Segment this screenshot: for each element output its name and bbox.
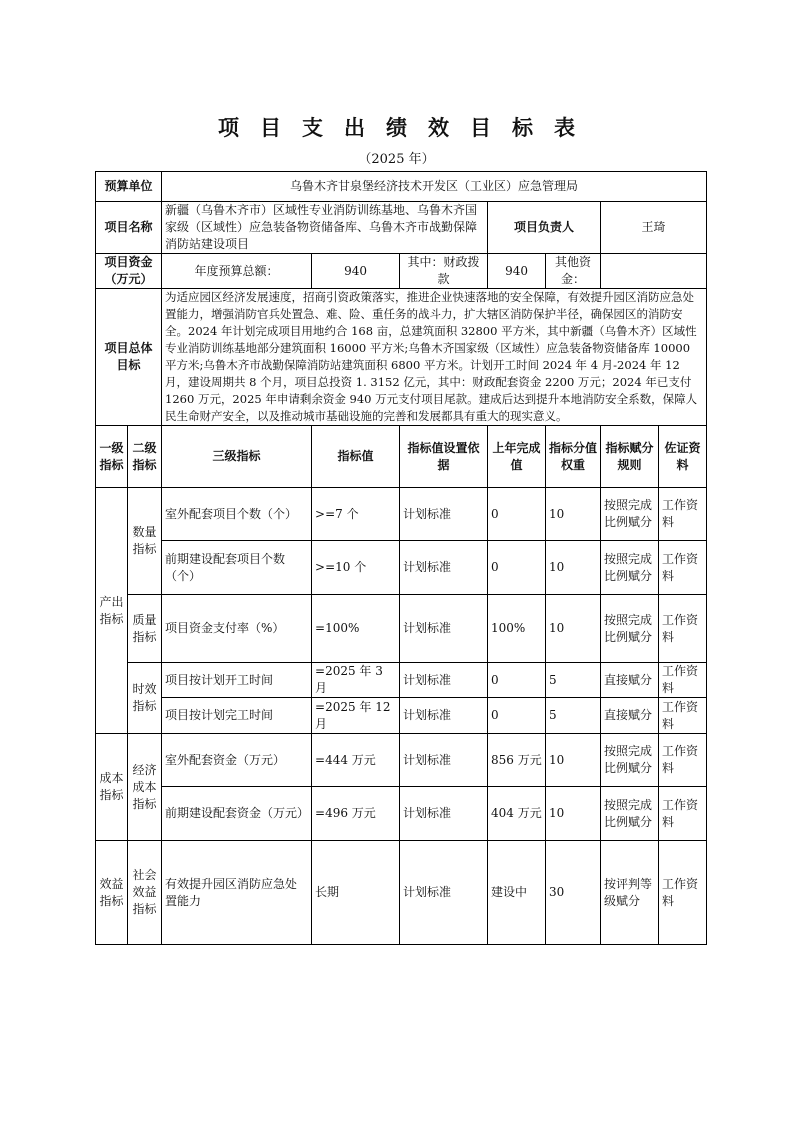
project-name-value: 新疆（乌鲁木齐市）区域性专业消防训练基地、乌鲁木齐国家级（区域性）应急装备物资储备库、乌鲁木齐市战勤保障消防站建设项目: [162, 202, 488, 254]
basis-cell: 计划标准: [400, 488, 488, 541]
project-name-row: [96, 202, 707, 254]
year-subtitle: （2025 年）: [358, 152, 435, 167]
rule-cell: 按照完成比例赋分: [601, 787, 659, 841]
last-year-cell: 0: [488, 541, 546, 595]
group-output: 产出指标: [96, 488, 128, 734]
rule-cell: 按照完成比例赋分: [601, 595, 659, 663]
evidence-cell: 工作资料: [659, 841, 707, 945]
evidence-cell: 工作资料: [659, 541, 707, 595]
evidence-cell: 工作资料: [659, 663, 707, 698]
weight-cell: 10: [546, 541, 601, 595]
value-cell: >=10 个: [312, 541, 400, 595]
basis-cell: 计划标准: [400, 663, 488, 698]
table-row: [96, 595, 707, 663]
last-year-cell: 100%: [488, 595, 546, 663]
budget-unit-row: [96, 172, 707, 202]
group-social-benefit: 社会效益指标: [128, 841, 162, 945]
weight-cell: 10: [546, 734, 601, 787]
rule-cell: 按照完成比例赋分: [601, 734, 659, 787]
table-row: [96, 787, 707, 841]
basis-cell: 计划标准: [400, 541, 488, 595]
evidence-cell: 工作资料: [659, 595, 707, 663]
table-row: [96, 488, 707, 541]
level3-cell: 项目按计划完工时间: [162, 698, 312, 734]
level3-cell: 项目资金支付率（%）: [162, 595, 312, 663]
table-row: [96, 734, 707, 787]
level3-cell: 室外配套资金（万元）: [162, 734, 312, 787]
annual-budget-value: 940: [312, 254, 400, 289]
evidence-cell: 工作资料: [659, 698, 707, 734]
performance-goal-table: [95, 171, 707, 945]
weight-cell: 10: [546, 488, 601, 541]
level3-cell: 室外配套项目个数（个）: [162, 488, 312, 541]
evidence-cell: 工作资料: [659, 488, 707, 541]
overall-goal-label: 项目总体目标: [96, 289, 162, 426]
rule-cell: 直接赋分: [601, 698, 659, 734]
col-level3-header: 三级指标: [162, 426, 312, 488]
value-cell: =496 万元: [312, 787, 400, 841]
other-funds-label: 其他资金：: [546, 254, 601, 289]
column-header-row: [96, 426, 707, 488]
last-year-cell: 建设中: [488, 841, 546, 945]
value-cell: >=7 个: [312, 488, 400, 541]
col-level1-header: 一级指标: [96, 426, 128, 488]
level3-cell: 有效提升园区消防应急处置能力: [162, 841, 312, 945]
project-funds-label: 项目资金（万元）: [96, 254, 162, 289]
weight-cell: 10: [546, 595, 601, 663]
group-cost: 成本指标: [96, 734, 128, 841]
group-quality: 质量指标: [128, 595, 162, 663]
col-value-header: 指标值: [312, 426, 400, 488]
level3-cell: 前期建设配套项目个数（个）: [162, 541, 312, 595]
group-economic-cost: 经济成本指标: [128, 734, 162, 841]
fiscal-funds-label: 其中：财政拨款: [400, 254, 488, 289]
rule-cell: 按照完成比例赋分: [601, 488, 659, 541]
weight-cell: 5: [546, 663, 601, 698]
project-leader-label: 项目负责人: [488, 202, 601, 254]
project-name-label: 项目名称: [96, 202, 162, 254]
table-row: [96, 541, 707, 595]
evidence-cell: 工作资料: [659, 734, 707, 787]
other-funds-value: [601, 254, 707, 289]
basis-cell: 计划标准: [400, 595, 488, 663]
group-quantity: 数量指标: [128, 488, 162, 595]
weight-cell: 30: [546, 841, 601, 945]
budget-unit-value: 乌鲁木齐甘泉堡经济技术开发区（工业区）应急管理局: [162, 172, 707, 202]
col-last-year-header: 上年完成值: [488, 426, 546, 488]
overall-goal-text: 为适应园区经济发展速度，招商引资政策落实，推进企业快速落地的安全保障，有效提升园区消防应急处置能力，增强消防官兵处置急、难、险、重任务的战斗力，扩大辖区消防保护半径，确保园区的消防安全。2024 年计划完成项目用地约合 168 亩，总建筑面积 32800 平方米，其中新疆（乌鲁木齐）区域性专业消防训练基地部分建筑面积 16000 平方米;乌鲁木齐国家级（区域性）应急装备物资储备库 10000 平方米;乌鲁木齐市战勤保障消防站建筑面积 6800 平方米。计划开工时间 2024 年 4 月-2024 年 12 月，建设周期共 8 个月，项目总投资 1. 3152 亿元，其中：财政配套资金 2200 万元；2024 年已支付 1260 万元，2025 年申请剩余资金 940 万元支付项目尾款。建成后达到提升本地消防安全系数，保障人民生命财产安全，以及推动城市基础设施的完善和发展都具有重大的现实意义。: [162, 289, 707, 426]
level3-cell: 项目按计划开工时间: [162, 663, 312, 698]
table-row: [96, 663, 707, 698]
basis-cell: 计划标准: [400, 698, 488, 734]
col-evidence-header: 佐证资料: [659, 426, 707, 488]
value-cell: =2025 年 12 月: [312, 698, 400, 734]
last-year-cell: 404 万元: [488, 787, 546, 841]
evidence-cell: 工作资料: [659, 787, 707, 841]
basis-cell: 计划标准: [400, 841, 488, 945]
budget-unit-label: 预算单位: [96, 172, 162, 202]
project-leader-value: 王琦: [601, 202, 707, 254]
last-year-cell: 0: [488, 698, 546, 734]
overall-goal-row: [96, 289, 707, 426]
table-row: [96, 698, 707, 734]
last-year-cell: 856 万元: [488, 734, 546, 787]
col-rule-header: 指标赋分规则: [601, 426, 659, 488]
col-basis-header: 指标值设置依据: [400, 426, 488, 488]
weight-cell: 5: [546, 698, 601, 734]
value-cell: =2025 年 3 月: [312, 663, 400, 698]
col-level2-header: 二级指标: [128, 426, 162, 488]
basis-cell: 计划标准: [400, 734, 488, 787]
weight-cell: 10: [546, 787, 601, 841]
rule-cell: 按评判等级赋分: [601, 841, 659, 945]
fiscal-funds-value: 940: [488, 254, 546, 289]
value-cell: 长期: [312, 841, 400, 945]
page-title: 项目支出绩效目标表: [218, 115, 596, 140]
rule-cell: 按照完成比例赋分: [601, 541, 659, 595]
level3-cell: 前期建设配套资金（万元）: [162, 787, 312, 841]
project-funds-row: [96, 254, 707, 289]
basis-cell: 计划标准: [400, 787, 488, 841]
col-weight-header: 指标分值权重: [546, 426, 601, 488]
table-row: [96, 841, 707, 945]
value-cell: =444 万元: [312, 734, 400, 787]
group-benefit: 效益指标: [96, 841, 128, 945]
annual-budget-label: 年度预算总额：: [162, 254, 312, 289]
last-year-cell: 0: [488, 488, 546, 541]
rule-cell: 直接赋分: [601, 663, 659, 698]
last-year-cell: 0: [488, 663, 546, 698]
group-timeliness: 时效指标: [128, 663, 162, 734]
value-cell: =100%: [312, 595, 400, 663]
